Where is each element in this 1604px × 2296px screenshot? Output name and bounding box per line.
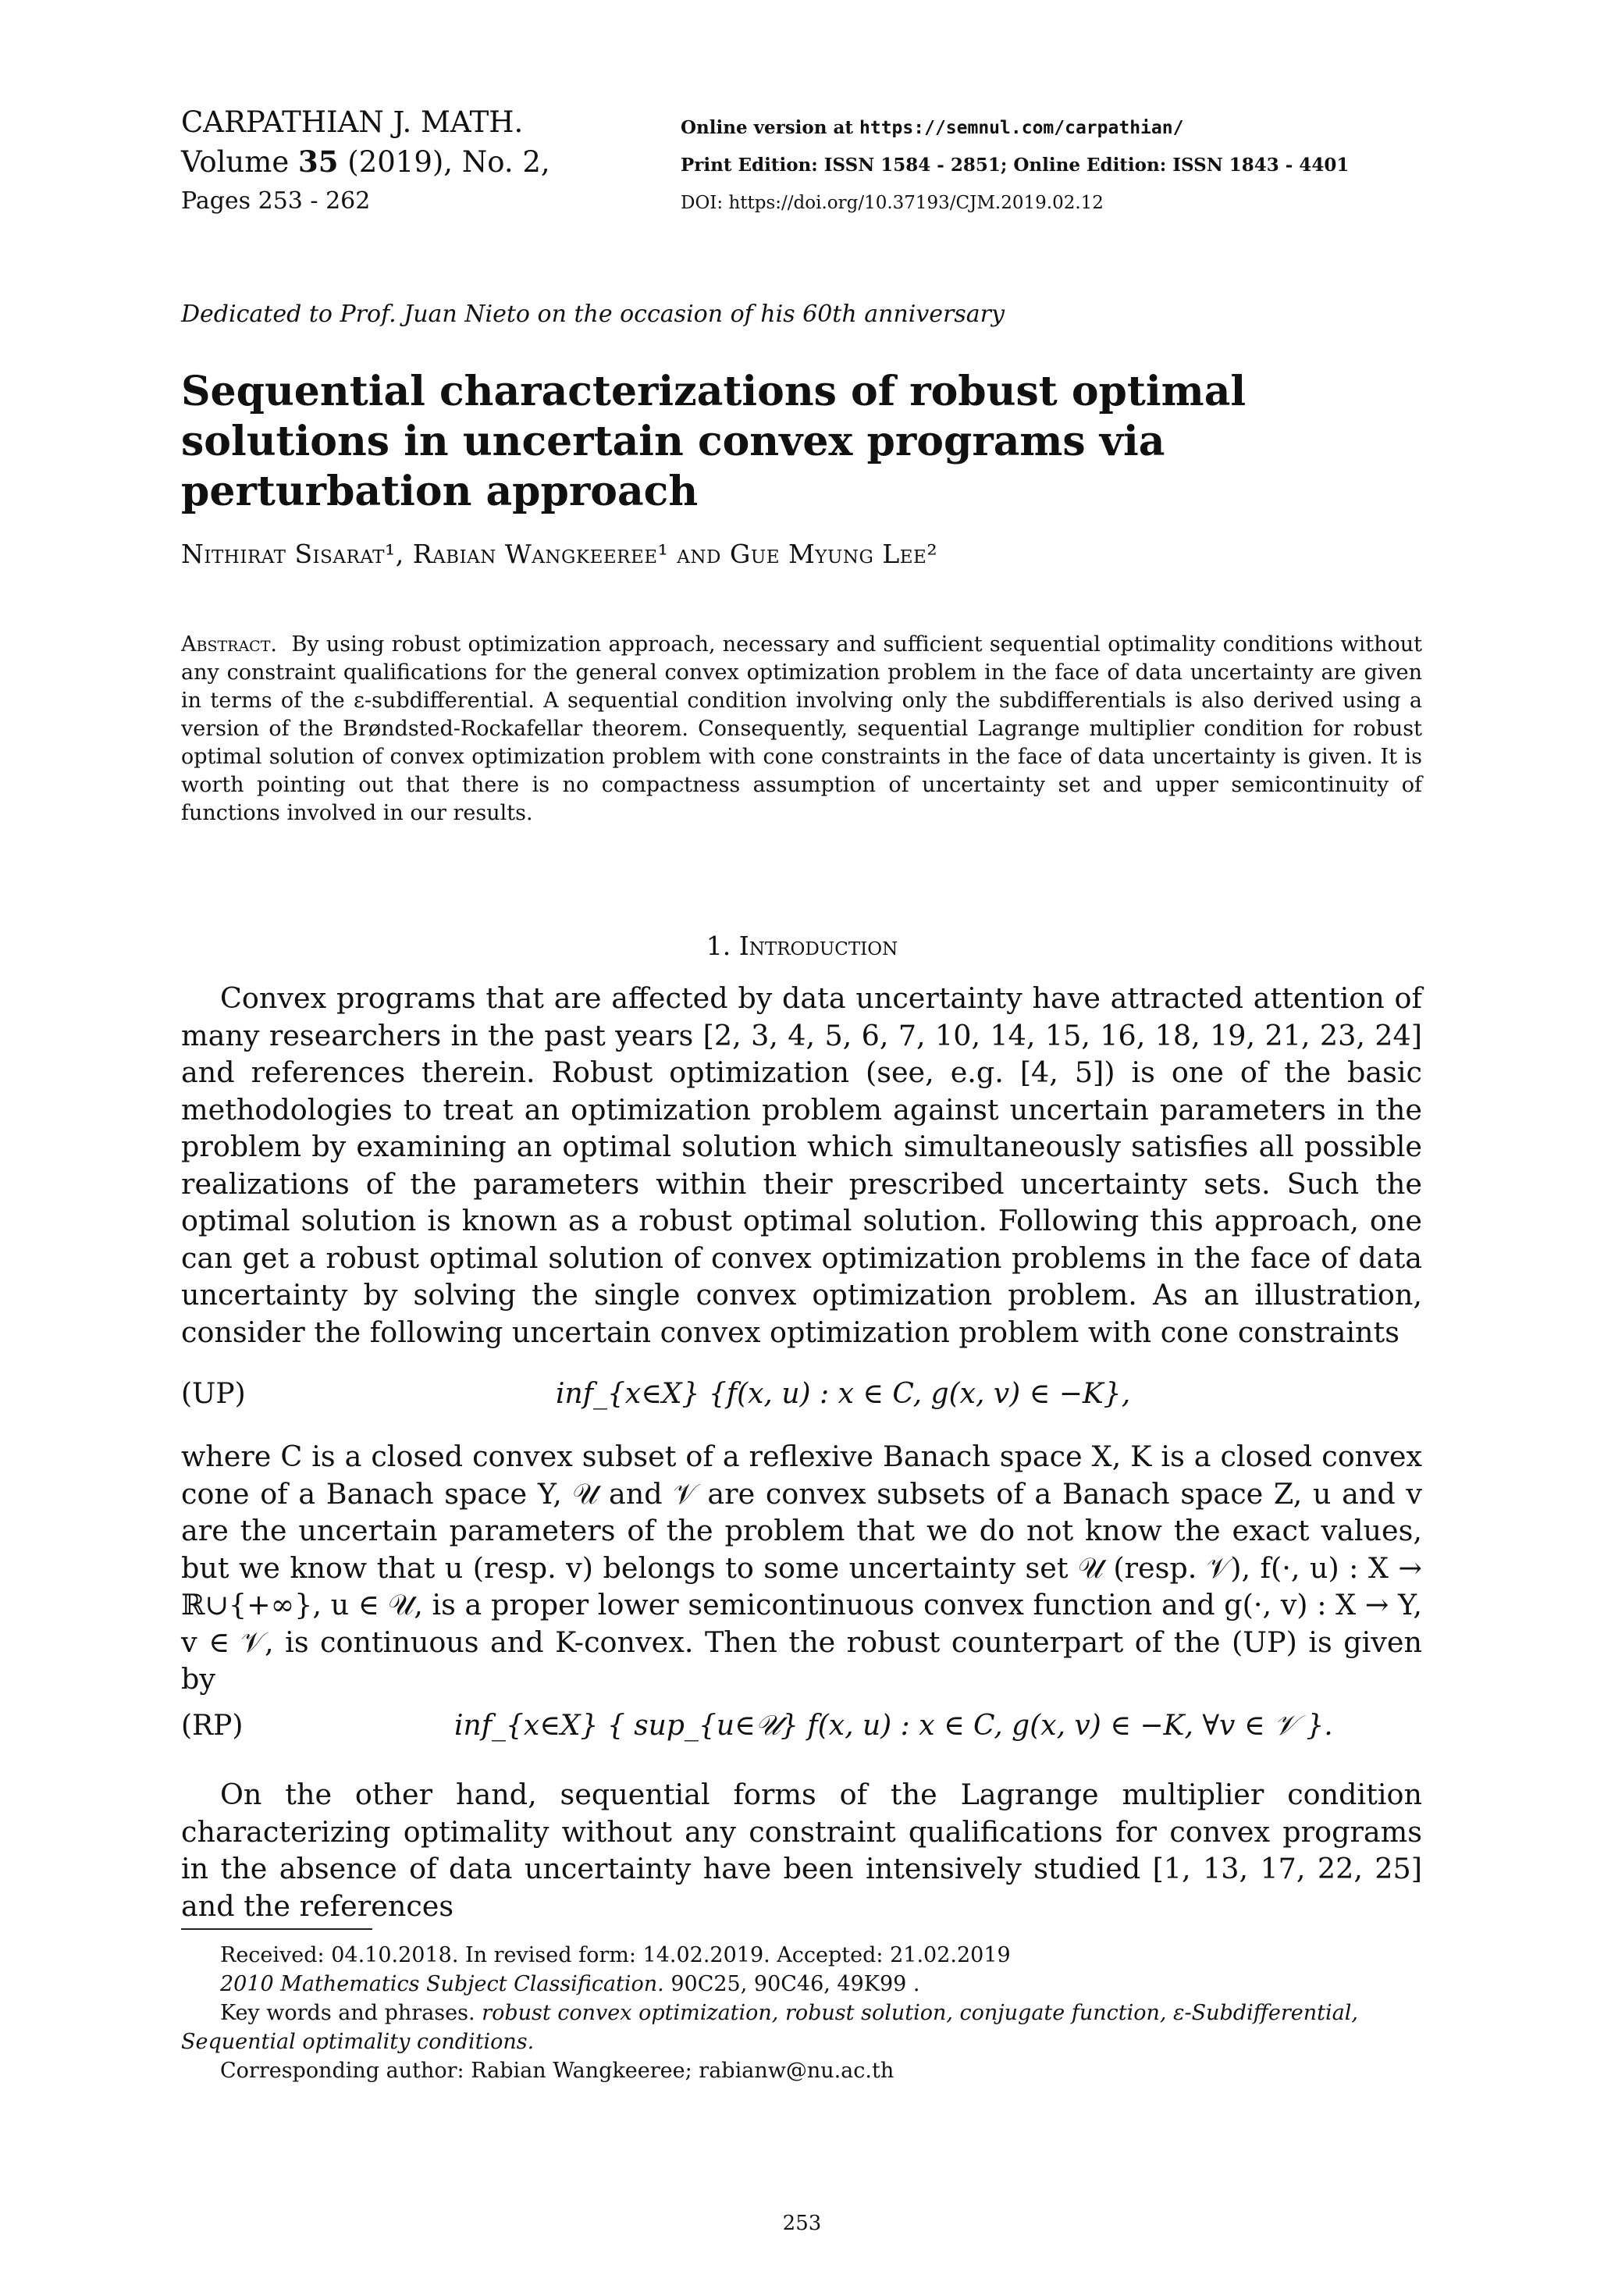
equation-label-rp: (RP) [181, 1710, 244, 1742]
equation-up-expression: inf_{x∈X} {f(x, u) : x ∈ C, g(x, v) ∈ −K}, [556, 1378, 1131, 1410]
received-dates: Received: 04.10.2018. In revised form: 14.02.2019. Accepted: 21.02.2019 [220, 1943, 1011, 1967]
footnotes [181, 1941, 1422, 2085]
author-list: Nithirat Sisarat¹, Rabian Wangkeeree¹ and Gue Myung Lee² [181, 539, 938, 569]
intro-paragraph-3: On the other hand, sequential forms of the Lagrange multiplier condition characterizing optimality without any constraint qualifications for convex programs in the absence of data uncertainty have been intensively studied [1, 13, 17, 22, 25] and the references [181, 1778, 1422, 1923]
equation-rp-expression: inf_{x∈X} { sup_{u∈𝒰} f(x, u) : x ∈ C, g(x, v) ∈ −K, ∀v ∈ 𝒱 }. [454, 1710, 1333, 1742]
volume-line: Volume 35 (2019), No. 2, [181, 144, 550, 179]
paper-title: Sequential characterizations of robust optimal solutions in uncertain convex programs via perturbation approach [181, 368, 1247, 515]
online-url-link[interactable]: https://semnul.com/carpathian/ [859, 118, 1184, 138]
dedication: Dedicated to Prof. Juan Nieto on the occasion of his 60th anniversary [181, 301, 1005, 328]
intro-paragraph-2: where C is a closed convex subset of a reflexive Banach space X, K is a closed convex cone of a Banach space Y, 𝒰 and 𝒱 are convex subsets of a Banach space Z, u and v are the uncertain parameters of the problem that we do not know the exact values, but we know that u (resp. v) belongs to some uncertainty set 𝒰 (resp. 𝒱), f(·, u) : X → ℝ∪{+∞}, u ∈ 𝒰, is a proper lower semicontinuous convex function and g(·, v) : X → Y, v ∈ 𝒱, is continuous and K-convex. Then the robust counterpart of the (UP) is given by [181, 1440, 1422, 1696]
footnote-rule [181, 1928, 372, 1930]
intro-paragraph-1: Convex programs that are affected by data uncertainty have attracted attention of many researchers in the past years [2, 3, 4, 5, 6, 7, 10, 14, 15, 16, 18, 19, 21, 23, 24] and references therein. Robust optimization (see, e.g. [4, 5]) is one of the basic methodologies to treat an optimization problem against uncertain parameters in the problem by examining an optimal solution which simultaneously satisfies all possible realizations of the parameters within their prescribed uncertainty sets. Such the optimal solution is known as a robust optimal solution. Following this approach, one can get a robust optimal solution of convex optimization problems in the face of data uncertainty by solving the single convex optimization problem. As an illustration, consider the following uncertain convex optimization problem with cone constraints [181, 981, 1422, 1349]
page-number: 253 [782, 2212, 822, 2235]
section-heading: 1. Introduction [706, 931, 898, 961]
issn-line: Print Edition: ISSN 1584 - 2851; Online Edition: ISSN 1843 - 4401 [681, 155, 1350, 176]
journal-header [181, 103, 550, 221]
pages-line: Pages 253 - 262 [181, 187, 371, 215]
publication-info [681, 109, 1349, 222]
abstract-text: By using robust optimization approach, necessary and sufficient sequential optimality conditions without any constraint qualifications for the general convex optimization problem in the face of data uncertainty are given in terms of the ε-subdifferential. A sequential condition involving only the subdifferentials is also derived using a version of the Brøndsted-Rockafellar theorem. Consequently, sequential Lagrange multiplier condition for robust optimal solution of convex optimization problem with cone constraints in the face of data uncertainty is given. It is worth pointing out that there is no compactness assumption of uncertainty set and upper semicontinuity of functions involved in our results. [181, 632, 1422, 825]
doi-link[interactable]: DOI: https://doi.org/10.37193/CJM.2019.02.12 [681, 193, 1104, 213]
equation-up [181, 1378, 1422, 1425]
keywords: Key words and phrases. robust convex optimization, robust solution, conjugate function, ε-Subdifferential, Sequential optimality conditions. [181, 2001, 1358, 2054]
online-version: Online version at https://semnul.com/carpathian/ [681, 117, 1184, 138]
msc-classification: 2010 Mathematics Subject Classification. 90C25, 90C46, 49K99 . [220, 1972, 920, 1996]
journal-name: CARPATHIAN J. MATH. [181, 105, 524, 139]
equation-label-up: (UP) [181, 1378, 246, 1410]
equation-rp [181, 1710, 1422, 1757]
corresponding-author: Corresponding author: Rabian Wangkeeree; rabianw@nu.ac.th [220, 2059, 894, 2083]
abstract-label: Abstract. [181, 632, 277, 657]
abstract [181, 631, 1422, 828]
